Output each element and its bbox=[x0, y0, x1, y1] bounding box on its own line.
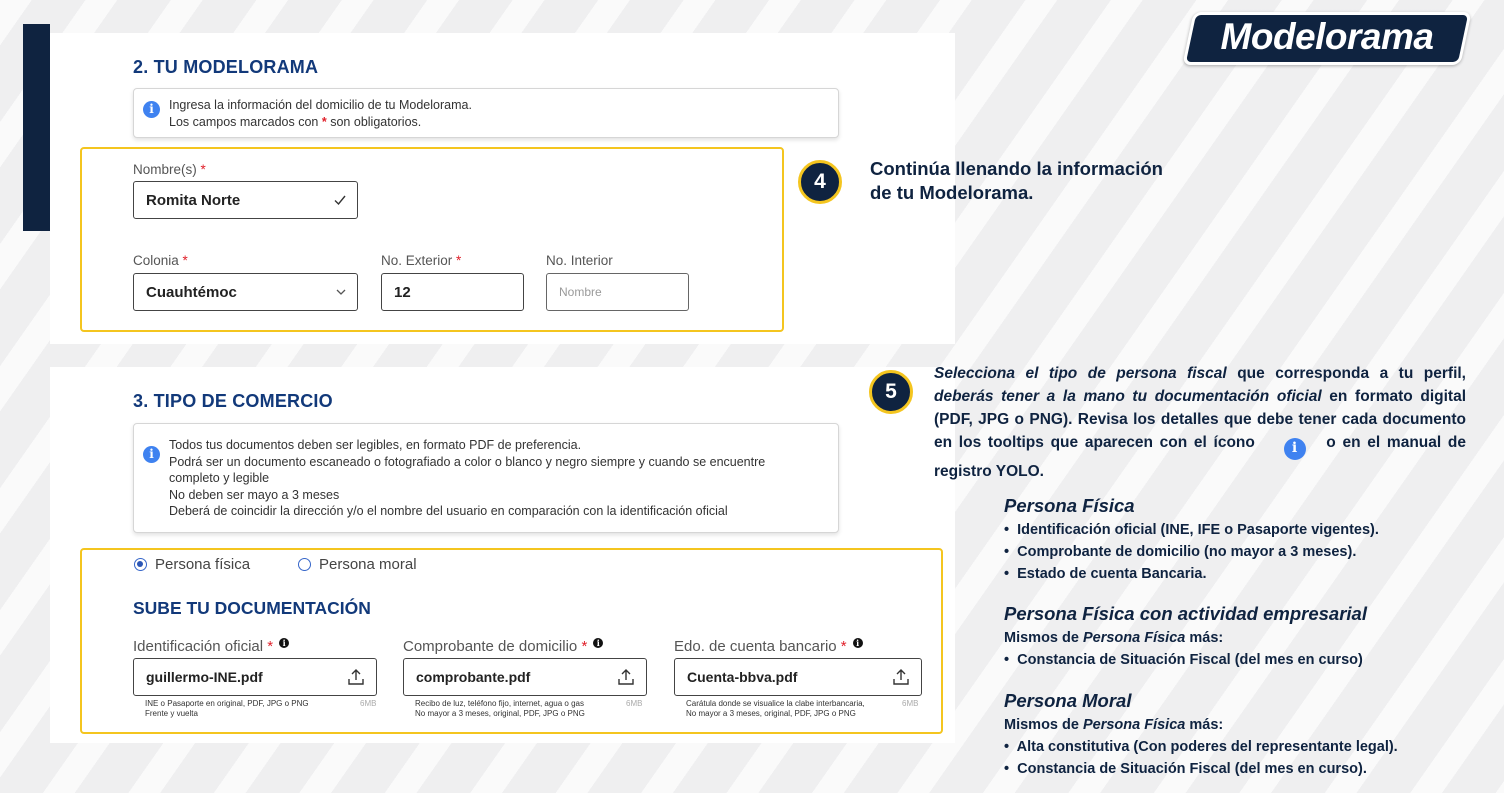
nombre-label: Nombre(s) * bbox=[133, 162, 206, 177]
upload-field-cuenta[interactable]: Cuenta-bbva.pdf bbox=[674, 658, 922, 696]
persona-fisica-title: Persona Física bbox=[1004, 495, 1135, 516]
persona-fisica-list bbox=[1004, 519, 1379, 585]
tooltip-info-icon[interactable]: i bbox=[593, 638, 603, 648]
doc-info-line: Todos tus documentos deben ser legibles, en formato PDF de preferencia. bbox=[169, 438, 582, 452]
tooltip-info-icon[interactable]: i bbox=[853, 638, 863, 648]
doc-hint-cuenta: Carátula donde se visualice la clabe interbancaria, No mayor a 3 meses, original, PDF, JPG o PNG bbox=[686, 699, 865, 718]
info-text-line2: Los campos marcados con * son obligatorios. bbox=[169, 114, 422, 129]
radio-persona-moral[interactable]: Persona moral bbox=[298, 556, 417, 573]
radio-selected-indicator bbox=[134, 558, 147, 571]
doc-hint-ine: INE o Pasaporte en original, PDF, JPG o PNG Frente y vuelta bbox=[145, 699, 309, 718]
nombre-input[interactable]: Romita Norte bbox=[133, 181, 358, 219]
list-item: • Estado de cuenta Bancaria. bbox=[1004, 566, 1207, 582]
upload-icon[interactable] bbox=[616, 667, 636, 687]
doc-size-ine: 6MB bbox=[360, 699, 377, 708]
colonia-label: Colonia * bbox=[133, 253, 188, 268]
list-item: • Constancia de Situación Fiscal (del mes en curso) bbox=[1004, 652, 1363, 668]
doc-info-line: Podrá ser un documento escaneado o fotografiado a color o blanco y negro siempre y cuando se encuentre bbox=[169, 454, 766, 469]
step-4-text: Continúa llenando la información de tu Modelorama. bbox=[870, 158, 1163, 203]
upload-field-comprobante[interactable]: comprobante.pdf bbox=[403, 658, 647, 696]
interior-input[interactable]: Nombre bbox=[546, 273, 689, 311]
list-item: • Constancia de Situación Fiscal (del mes en curso). bbox=[1004, 761, 1367, 777]
persona-empresarial-title: Persona Física con actividad empresarial bbox=[1004, 603, 1367, 624]
logo: Modelorama bbox=[1220, 16, 1434, 57]
interior-label: No. Interior bbox=[546, 253, 613, 268]
doc-info-line: completo y legible bbox=[169, 471, 270, 485]
upload-title: SUBE TU DOCUMENTACIÓN bbox=[133, 598, 371, 618]
upload-icon[interactable] bbox=[346, 667, 366, 687]
doc-hint-comprobante: Recibo de luz, teléfono fijo, internet, agua o gas No mayor a 3 meses, original, PDF, JPG o PNG bbox=[415, 699, 585, 718]
exterior-input[interactable]: 12 bbox=[381, 273, 524, 311]
radio-unselected-indicator bbox=[298, 558, 311, 571]
step-4-badge: 4 bbox=[798, 160, 842, 204]
info-icon: i bbox=[1284, 438, 1306, 460]
info-icon: i bbox=[143, 446, 160, 463]
doc-size-cuenta: 6MB bbox=[902, 699, 919, 708]
info-text-line1: Ingresa la información del domicilio de tu Modelorama. bbox=[169, 98, 472, 112]
list-item: • Identificación oficial (INE, IFE o Pasaporte vigentes). bbox=[1004, 522, 1379, 538]
check-icon bbox=[333, 193, 347, 207]
section-title-modelorama: 2. TU MODELORAMA bbox=[133, 57, 319, 77]
section-title-tipo-comercio: 3. TIPO DE COMERCIO bbox=[133, 391, 333, 411]
upload-field-ine[interactable]: guillermo-INE.pdf bbox=[133, 658, 377, 696]
list-item: • Comprobante de domicilio (no mayor a 3 meses). bbox=[1004, 544, 1357, 560]
persona-empresarial-list bbox=[1004, 627, 1363, 671]
side-accent-bar bbox=[23, 24, 50, 231]
step-5-text: Selecciona el tipo de persona fiscal que corresponda a tu perfil, deberás tener a la mano tu documentación oficial en formato digital (PDF, JPG o PNG). Revisa los detalles que debe tener cada documento en los tooltips que aparecen con el ícono i o en el manual de registro YOLO. bbox=[934, 365, 1467, 480]
doc-info-line: No deben ser mayo a 3 meses bbox=[169, 487, 340, 502]
list-intro: Mismos de Persona Física más: bbox=[1004, 630, 1224, 646]
info-box-documents bbox=[133, 423, 839, 533]
list-item: • Alta constitutiva (Con poderes del representante legal). bbox=[1004, 739, 1398, 755]
exterior-label: No. Exterior * bbox=[381, 253, 462, 268]
doc-label-ine: Identificación oficial * i bbox=[133, 638, 289, 655]
doc-size-comprobante: 6MB bbox=[626, 699, 643, 708]
chevron-down-icon bbox=[335, 286, 347, 298]
radio-persona-fisica[interactable]: Persona física bbox=[134, 556, 250, 573]
persona-moral-title: Persona Moral bbox=[1004, 690, 1132, 711]
tooltip-info-icon[interactable]: i bbox=[279, 638, 289, 648]
list-intro: Mismos de Persona Física más: bbox=[1004, 717, 1224, 733]
doc-label-comprobante: Comprobante de domicilio * i bbox=[403, 638, 603, 655]
doc-info-line: Deberá de coincidir la dirección y/o el nombre del usuario en comparación con la identificación oficial bbox=[169, 504, 728, 518]
info-box-modelorama bbox=[133, 88, 839, 138]
upload-icon[interactable] bbox=[891, 667, 911, 687]
info-icon: i bbox=[143, 101, 160, 118]
step-5-badge: 5 bbox=[869, 370, 913, 414]
persona-moral-list bbox=[1004, 714, 1398, 780]
colonia-select[interactable]: Cuauhtémoc bbox=[133, 273, 358, 311]
doc-label-cuenta: Edo. de cuenta bancario * i bbox=[674, 638, 863, 655]
